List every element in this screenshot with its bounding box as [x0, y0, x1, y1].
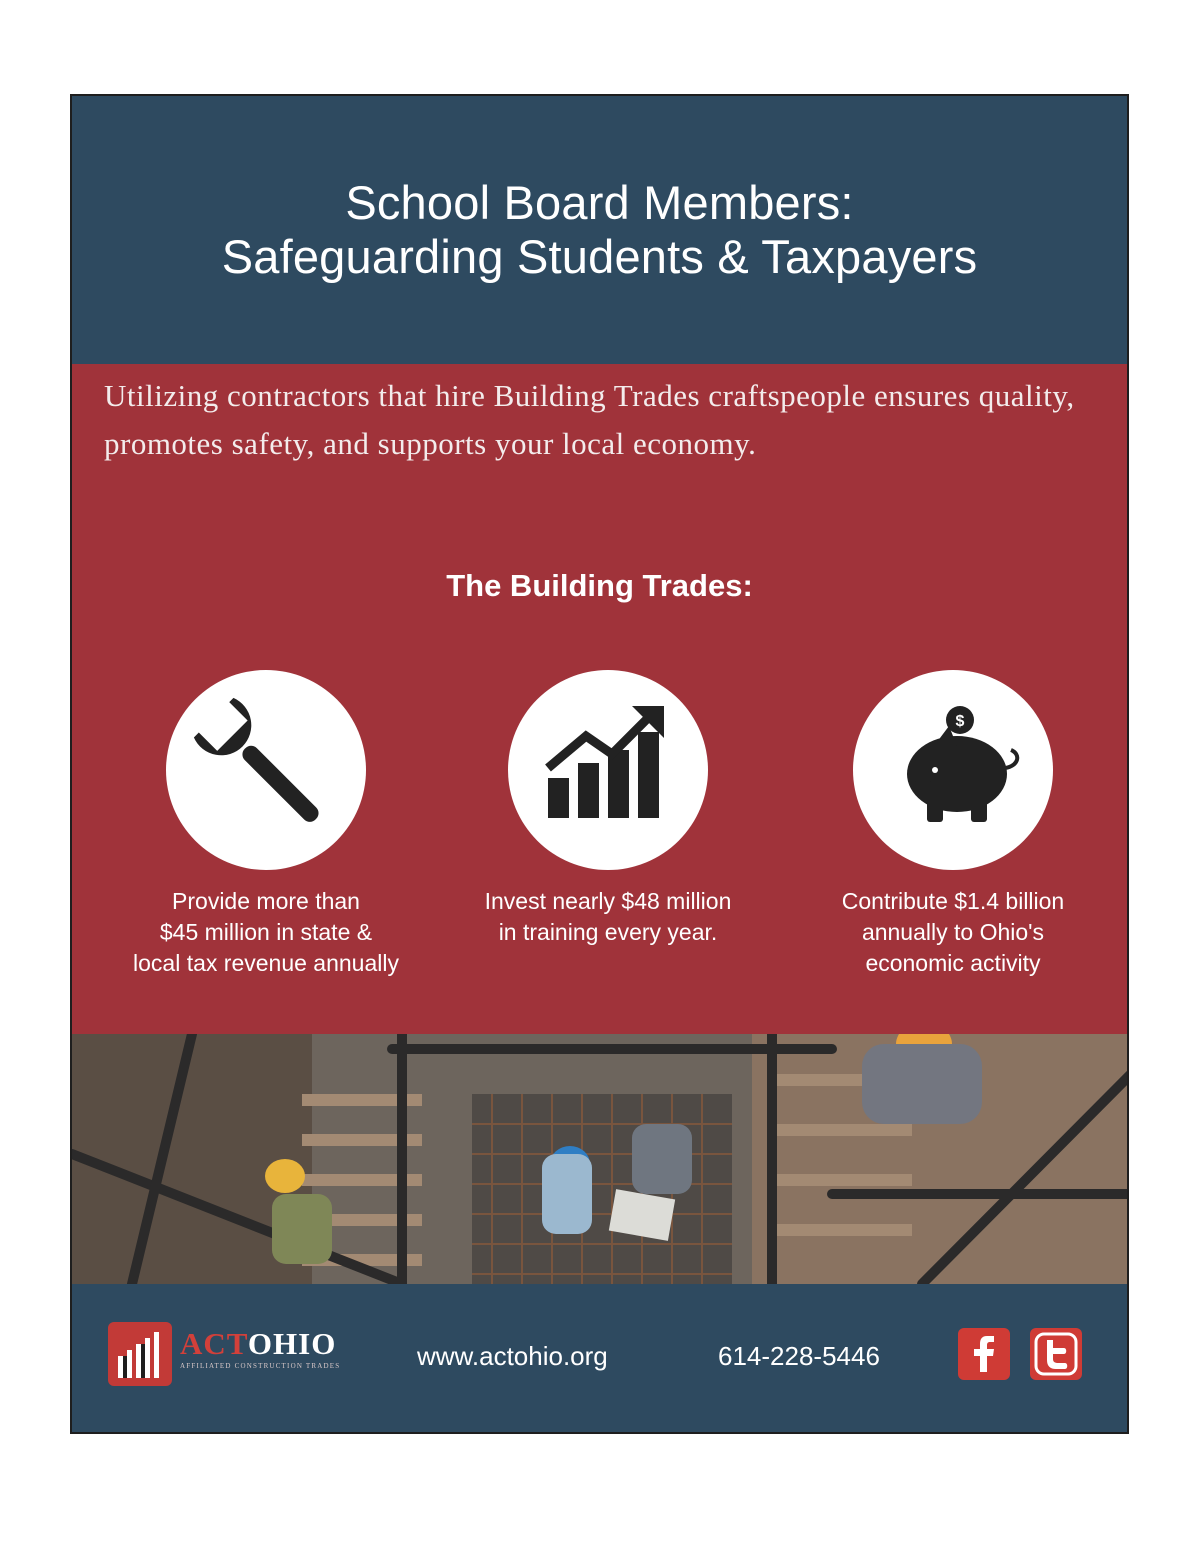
logo-act: ACT [180, 1326, 248, 1361]
footer [72, 1284, 1127, 1434]
stat-icon-circle [166, 670, 366, 870]
phone-number[interactable]: 614-228-5446 [718, 1341, 880, 1371]
title-line-1: School Board Members: [345, 176, 854, 229]
logo-ohio: OHIO [247, 1326, 337, 1361]
twitter-icon[interactable] [1030, 1328, 1082, 1380]
construction-photo [72, 1034, 1127, 1284]
logo-tagline: AFFILIATED CONSTRUCTION TRADES [180, 1362, 341, 1370]
stat-training [443, 670, 773, 948]
header-banner [72, 96, 1127, 364]
stat-economic-activity [788, 670, 1118, 979]
stat-icon-circle [508, 670, 708, 870]
stat-icon-circle [853, 670, 1053, 870]
website-link[interactable]: www.actohio.org [417, 1341, 608, 1371]
actohio-logo[interactable] [108, 1322, 358, 1388]
svg-text:$: $ [955, 713, 965, 730]
facebook-icon[interactable] [958, 1328, 1010, 1380]
page-title [72, 176, 1127, 284]
growth-chart-icon [508, 670, 708, 870]
logo-wordmark [180, 1328, 336, 1360]
stat-text: Provide more than $45 million in state & local tax revenue annually [133, 888, 399, 976]
flyer [70, 94, 1129, 1434]
stat-text: Contribute $1.4 billion annually to Ohio's economic activity [841, 888, 1065, 976]
title-line-2: Safeguarding Students & Taxpayers [221, 230, 978, 283]
piggy-bank-icon [853, 670, 1053, 870]
logo-mark-icon [108, 1322, 172, 1386]
info-panel [72, 364, 1127, 1034]
wrench-icon [166, 670, 366, 870]
intro-text: Utilizing contractors that hire Building Trades craftspeople ensures quality, promotes safety, and supports your local economy. [104, 378, 1075, 461]
trades-heading: The Building Trades: [446, 568, 753, 603]
stat-text: Invest nearly $48 million in training every year. [484, 888, 732, 945]
stat-tax-revenue [101, 670, 431, 979]
